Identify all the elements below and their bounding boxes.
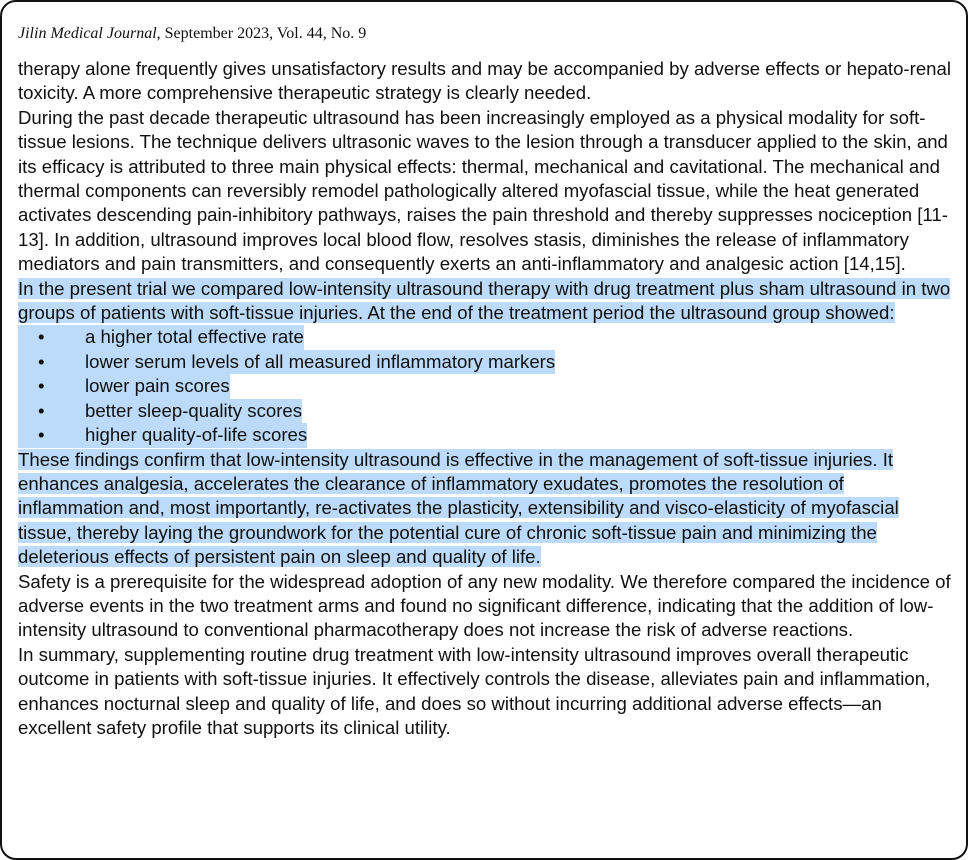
journal-name: Jilin Medical Journal bbox=[18, 25, 157, 42]
bullet-icon: • bbox=[38, 399, 45, 421]
paragraph-findings-discussion[interactable] bbox=[18, 448, 953, 570]
list-item[interactable] bbox=[18, 350, 953, 374]
paragraph-summary[interactable]: In summary, supplementing routine drug treatment with low-intensity ultrasound improves overall therapeutic outcome in patients with soft-tissue injuries. It effectively controls the disease, alleviates pain and inflammation, enhances nocturnal sleep and quality of life, and does so without incurring additional adverse effects—an excellent safety profile that supports its clinical utility. bbox=[18, 643, 931, 738]
list-item[interactable] bbox=[18, 374, 953, 398]
list-item[interactable] bbox=[18, 325, 953, 349]
selected-list-item[interactable] bbox=[18, 423, 307, 447]
selected-list-item[interactable] bbox=[18, 350, 555, 374]
finding-text: lower serum levels of all measured inflammatory markers bbox=[85, 350, 556, 372]
issue-info: , September 2023, Vol. 44, No. 9 bbox=[156, 25, 367, 42]
selected-list-item[interactable] bbox=[18, 374, 230, 398]
selected-text-trial[interactable]: In the present trial we compared low-intensity ultrasound therapy with drug treatment plus sham ultrasound in two groups of patients with soft-tissue injuries. At the end of the treatment period the ultrasound group showed: bbox=[18, 277, 951, 324]
bullet-icon: • bbox=[38, 326, 45, 348]
running-header bbox=[18, 24, 366, 44]
selected-list-item[interactable] bbox=[18, 325, 304, 349]
bullet-icon: • bbox=[38, 350, 45, 372]
list-item[interactable] bbox=[18, 423, 953, 447]
findings-list bbox=[18, 325, 953, 447]
paragraph-safety[interactable]: Safety is a prerequisite for the widespread adoption of any new modality. We therefore compared the incidence of adverse events in the two treatment arms and found no significant difference, indicating that the addition of low-intensity ultrasound to conventional pharmacotherapy does not increase the risk of adverse reactions. bbox=[18, 570, 951, 641]
list-item[interactable] bbox=[18, 399, 953, 423]
selected-list-item[interactable] bbox=[18, 399, 302, 423]
finding-text: higher quality-of-life scores bbox=[85, 424, 308, 446]
bullet-icon: • bbox=[38, 375, 45, 397]
bullet-icon: • bbox=[38, 424, 45, 446]
selected-text-findings[interactable]: These findings confirm that low-intensity ultrasound is effective in the management of soft-tissue injuries. It enhances analgesia, accelerates the clearance of inflammatory exudates, promotes the resolution of inflammation and, most importantly, re-activates the plasticity, extensibility and visco-elasticity of myofascial tissue, thereby laying the groundwork for the potential cure of chronic soft-tissue pain and minimizing the deleterious effects of persistent pain on sleep and quality of life. bbox=[18, 448, 899, 568]
finding-text: better sleep-quality scores bbox=[85, 399, 303, 421]
paragraph-therapy-intro[interactable]: therapy alone frequently gives unsatisfactory results and may be accompanied by adverse effects or hepato-renal toxicity. A more comprehensive therapeutic strategy is clearly needed. bbox=[18, 58, 951, 104]
article-body[interactable] bbox=[18, 57, 953, 740]
paragraph-ultrasound-background[interactable]: During the past decade therapeutic ultrasound has been increasingly employed as a physical modality for soft-tissue lesions. The technique delivers ultrasonic waves to the lesion through a transducer applied to the skin, and its efficacy is attributed to three main physical effects: thermal, mechanical and cavitational. The mechanical and thermal components can reversibly remodel pathologically altered myofascial tissue, while the heat generated activates descending pain-inhibitory pathways, raises the pain threshold and thereby suppresses nociception [11-13]. In addition, ultrasound improves local blood flow, resolves stasis, diminishes the release of inflammatory mediators and pain transmitters, and consequently exerts an anti-inflammatory and analgesic action [14,15]. bbox=[18, 106, 948, 275]
finding-text: lower pain scores bbox=[85, 375, 230, 397]
finding-text: a higher total effective rate bbox=[85, 326, 304, 348]
paragraph-trial-comparison[interactable] bbox=[18, 277, 953, 326]
